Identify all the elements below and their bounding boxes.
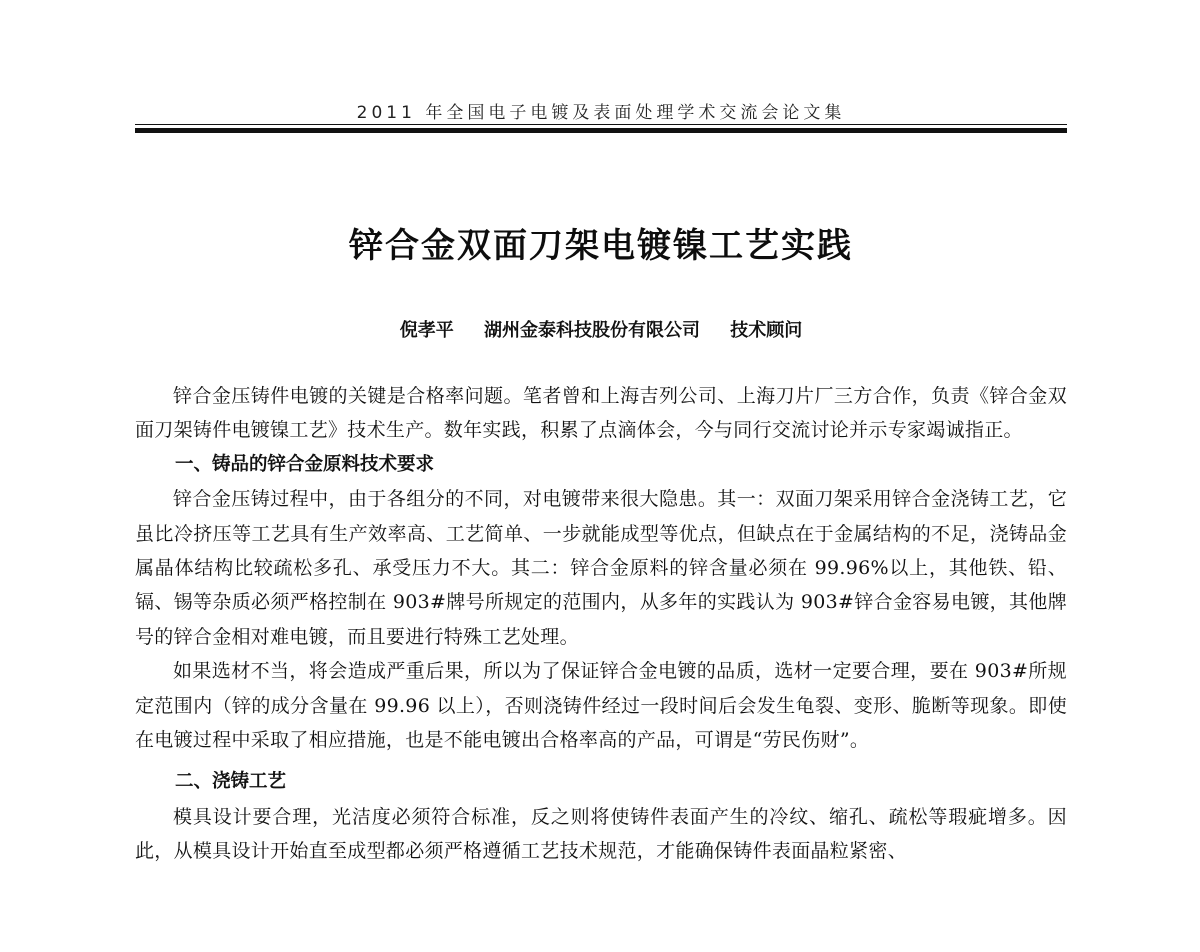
header-rule-thick: [135, 128, 1067, 133]
section1-paragraph-1: 锌合金压铸过程中，由于各组分的不同，对电镀带来很大隐患。其一：双面刀架采用锌合金浇铸工艺，它虽比冷挤压等工艺具有生产效率高、工艺简单、一步就能成型等优点，但缺点在于金属结构的不足，浇铸品金属晶体结构比较疏松多孔、承受压力不大。其二：锌合金原料的锌含量必须在 99.96%以上，其他铁、铅、镉、锡等杂质必须严格控制在 903#牌号所规定的范围内，从多年的实践认为 903#锌合金容易电镀，其他牌号的锌合金相对难电镀，而且要进行特殊工艺处理。: [135, 488, 1067, 648]
running-header: 2011 年全国电子电镀及表面处理学术交流会论文集: [356, 103, 846, 123]
article-title: 锌合金双面刀架电镀镍工艺实践: [349, 226, 853, 266]
author-name: 倪孝平: [399, 320, 454, 341]
intro-paragraph: 锌合金压铸件电镀的关键是合格率问题。笔者曾和上海吉列公司、上海刀片厂三方合作，负责《锌合金双面刀架铸件电镀镍工艺》技术生产。数年实践，积累了点滴体会，今与同行交流讨论并示专家竭诚指正。: [135, 385, 1067, 442]
byline: [135, 316, 1067, 342]
author-role: 技术顾问: [730, 320, 803, 341]
header-rule-thin: [135, 124, 1067, 125]
section-heading-2: 二、浇铸工艺: [175, 771, 287, 793]
section-heading-1: 一、铸品的锌合金原料技术要求: [175, 453, 435, 475]
section1-paragraph-2: 如果选材不当，将会造成严重后果，所以为了保证锌合金电镀的品质，选材一定要合理，要在 903#所规定范围内（锌的成分含量在 99.96 以上），否则浇铸件经过一段时间后会发生龟裂、变形、脆断等现象。即使在电镀过程中采取了相应措施，也是不能电镀出合格率高的产品，可谓是“劳民伤财”。: [135, 660, 1067, 752]
author-affiliation: 湖州金泰科技股份有限公司: [484, 320, 700, 341]
section2-paragraph-1: 模具设计要合理，光洁度必须符合标准，反之则将使铸件表面产生的冷纹、缩孔、疏松等瑕疵增多。因此，从模具设计开始直至成型都必须严格遵循工艺技术规范，才能确保铸件表面晶粒紧密、: [135, 805, 1067, 863]
article-body: [135, 379, 1067, 869]
